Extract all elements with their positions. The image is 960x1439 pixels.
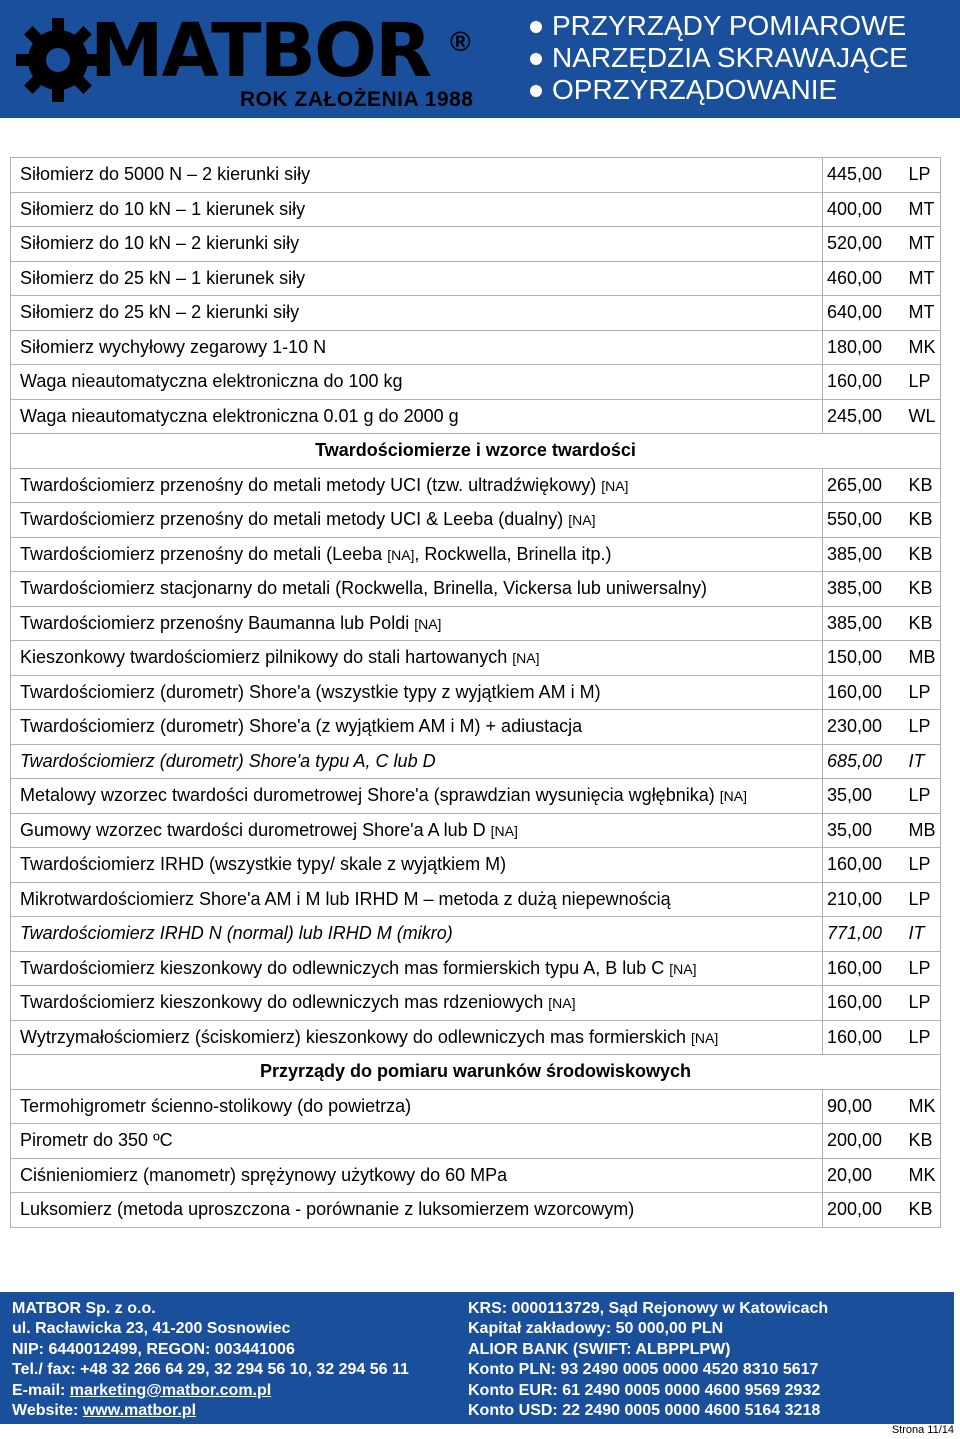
logo-wordmark: MATBOR <box>90 8 430 94</box>
item-name: Kieszonkowy twardościomierz pilnikowy do stali hartowanych <box>20 647 508 668</box>
item-lab-code: WL <box>907 399 941 434</box>
table-row <box>11 503 941 538</box>
na-marker: [NA] <box>512 650 540 667</box>
category-cutting-tools: NARZĘDZIA SKRAWAJĄCE <box>530 42 908 74</box>
item-price: 520,00 <box>823 227 907 262</box>
item-name: Twardościomierz (durometr) Shore'a (z wyjątkiem AM i M) + adiustacja <box>20 716 583 737</box>
item-name-cell <box>11 779 823 814</box>
table-row <box>11 951 941 986</box>
item-price: 245,00 <box>823 399 907 434</box>
item-name-cell <box>11 986 823 1021</box>
item-name-cell <box>11 261 823 296</box>
na-marker: [NA] <box>691 1029 719 1046</box>
table-row <box>11 158 941 193</box>
table-row <box>11 848 941 883</box>
item-lab-code: MK <box>907 1089 941 1124</box>
website-link[interactable]: www.matbor.pl <box>82 1402 197 1420</box>
item-lab-code: KB <box>907 1193 941 1228</box>
item-name-cell <box>11 192 823 227</box>
account-usd: Konto USD: 22 2490 0005 0000 4600 5164 3218 <box>468 1402 821 1420</box>
item-lab-code: MB <box>907 641 941 676</box>
item-name: Siłomierz do 5000 N – 2 kierunki siły <box>20 164 311 185</box>
item-lab-code: MT <box>907 261 941 296</box>
item-name-cell <box>11 296 823 331</box>
table-row <box>11 917 941 952</box>
table-row <box>11 744 941 779</box>
table-row <box>11 399 941 434</box>
item-name-cell <box>11 917 823 952</box>
item-name-cell <box>11 227 823 262</box>
page-footer <box>0 1292 954 1424</box>
table-row <box>11 468 941 503</box>
price-table <box>10 157 941 1228</box>
table-row <box>11 779 941 814</box>
item-name: Siłomierz do 10 kN – 1 kierunek siły <box>20 198 306 219</box>
table-row <box>11 1193 941 1228</box>
table-row <box>11 710 941 745</box>
item-name: Ciśnieniomierz (manometr) sprężynowy użytkowy do 60 MPa <box>20 1164 508 1185</box>
item-lab-code: LP <box>907 365 941 400</box>
item-name-cell <box>11 951 823 986</box>
item-name-cell <box>11 1124 823 1159</box>
item-price: 160,00 <box>823 675 907 710</box>
page-number: Strona 11/14 <box>891 1424 954 1436</box>
item-lab-code: MK <box>907 330 941 365</box>
item-lab-code: MB <box>907 813 941 848</box>
item-price: 400,00 <box>823 192 907 227</box>
item-price: 20,00 <box>823 1158 907 1193</box>
item-name: Twardościomierz przenośny do metali metody UCI (tzw. ultradźwiękowy) <box>20 474 597 495</box>
item-lab-code: KB <box>907 1124 941 1159</box>
item-price: 210,00 <box>823 882 907 917</box>
table-row <box>11 1158 941 1193</box>
item-name: Twardościomierz IRHD N (normal) lub IRHD M (mikro) <box>20 923 453 944</box>
item-name: Waga nieautomatyczna elektroniczna 0.01 g do 2000 g <box>20 405 459 426</box>
item-name-cell <box>11 572 823 607</box>
item-lab-code: IT <box>907 744 941 779</box>
item-lab-code: LP <box>907 158 941 193</box>
item-name-cell <box>11 641 823 676</box>
table-row <box>11 986 941 1021</box>
item-name: Twardościomierz przenośny Baumanna lub Poldi <box>20 612 410 633</box>
item-price: 160,00 <box>823 848 907 883</box>
category-measuring-instruments: PRZYRZĄDY POMIAROWE <box>530 10 908 42</box>
email-label: E-mail: <box>12 1381 70 1399</box>
item-name-cell <box>11 606 823 641</box>
registered-mark: ® <box>450 26 471 57</box>
category-tooling: OPRZYRZĄDOWANIE <box>530 74 908 106</box>
table-row <box>11 192 941 227</box>
item-name-cell <box>11 813 823 848</box>
item-name: Siłomierz wychyłowy zegarowy 1-10 N <box>20 336 327 357</box>
item-price: 385,00 <box>823 537 907 572</box>
item-price: 385,00 <box>823 572 907 607</box>
item-name: Twardościomierz kieszonkowy do odlewniczych mas rdzeniowych <box>20 992 544 1013</box>
na-marker: [NA] <box>601 477 629 494</box>
item-price: 640,00 <box>823 296 907 331</box>
footer-company-info <box>12 1299 409 1421</box>
item-lab-code: MK <box>907 1158 941 1193</box>
item-name-cell <box>11 1158 823 1193</box>
email-link[interactable]: marketing@matbor.com.pl <box>69 1381 272 1399</box>
item-price: 150,00 <box>823 641 907 676</box>
item-name-cell <box>11 503 823 538</box>
item-price: 460,00 <box>823 261 907 296</box>
item-lab-code: KB <box>907 503 941 538</box>
section-header-row <box>11 1055 941 1090</box>
item-lab-code: MT <box>907 296 941 331</box>
table-row <box>11 606 941 641</box>
company-nip: NIP: 6440012499, REGON: 003441006 <box>12 1340 295 1358</box>
item-price: 445,00 <box>823 158 907 193</box>
item-price: 160,00 <box>823 1020 907 1055</box>
bank-name: ALIOR BANK (SWIFT: ALBPPLPW) <box>468 1340 731 1358</box>
item-lab-code: LP <box>907 710 941 745</box>
item-price: 160,00 <box>823 986 907 1021</box>
item-lab-code: LP <box>907 675 941 710</box>
table-row <box>11 330 941 365</box>
company-email-line <box>12 1381 409 1401</box>
company-name: MATBOR Sp. z o.o. <box>12 1300 156 1317</box>
item-name: Twardościomierz stacjonarny do metali (Rockwella, Brinella, Vickersa lub uniwersalny) <box>20 578 707 599</box>
table-row <box>11 227 941 262</box>
company-capital: Kapitał zakładowy: 50 000,00 PLN <box>468 1320 724 1338</box>
item-name-cell <box>11 537 823 572</box>
na-marker: [NA] <box>548 995 576 1012</box>
item-name: Mikrotwardościomierz Shore'a AM i M lub IRHD M – metoda z dużą niepewnością <box>20 888 671 909</box>
account-pln: Konto PLN: 93 2490 0005 0000 4520 8310 5617 <box>468 1361 819 1379</box>
item-name-cell <box>11 365 823 400</box>
item-name-cell <box>11 882 823 917</box>
item-lab-code: KB <box>907 468 941 503</box>
item-name: Twardościomierz (durometr) Shore'a typu A, C lub D <box>20 750 436 771</box>
item-price: 35,00 <box>823 779 907 814</box>
matbor-logo <box>12 8 512 112</box>
table-row <box>11 1124 941 1159</box>
item-lab-code: MT <box>907 227 941 262</box>
item-name-cell <box>11 399 823 434</box>
item-price: 230,00 <box>823 710 907 745</box>
table-row <box>11 296 941 331</box>
table-row <box>11 813 941 848</box>
item-name-cell <box>11 710 823 745</box>
table-row <box>11 641 941 676</box>
section-title: Twardościomierze i wzorce twardości <box>11 434 941 469</box>
item-lab-code: LP <box>907 779 941 814</box>
item-name-cell <box>11 468 823 503</box>
price-table-body <box>11 158 941 1228</box>
item-name-cell <box>11 675 823 710</box>
category-list <box>530 10 908 106</box>
item-lab-code: LP <box>907 882 941 917</box>
section-title: Przyrządy do pomiaru warunków środowiskowych <box>11 1055 941 1090</box>
item-price: 200,00 <box>823 1124 907 1159</box>
item-lab-code: KB <box>907 537 941 572</box>
na-marker: [NA] <box>490 822 518 839</box>
item-price: 685,00 <box>823 744 907 779</box>
item-name-continuation: , Rockwella, Brinella itp.) <box>414 543 612 564</box>
company-website-line <box>12 1401 409 1421</box>
na-marker: [NA] <box>414 615 442 632</box>
item-price: 160,00 <box>823 951 907 986</box>
company-krs: KRS: 0000113729, Sąd Rejonowy w Katowicach <box>468 1300 829 1317</box>
table-row <box>11 675 941 710</box>
item-name: Twardościomierz IRHD (wszystkie typy/ skale z wyjątkiem M) <box>20 854 507 875</box>
item-price: 265,00 <box>823 468 907 503</box>
account-eur: Konto EUR: 61 2490 0005 0000 4600 9569 2932 <box>468 1381 821 1399</box>
item-name: Twardościomierz przenośny do metali (Leeba <box>20 543 383 564</box>
table-row <box>11 261 941 296</box>
company-phone: Tel./ fax: +48 32 266 64 29, 32 294 56 10, 32 294 56 11 <box>12 1361 409 1379</box>
item-lab-code: IT <box>907 917 941 952</box>
item-name: Metalowy wzorzec twardości durometrowej Shore'a (sprawdzian wysunięcia wgłębnika) <box>20 785 715 806</box>
logo-founded-year: ROK ZAŁOŻENIA 1988 <box>240 88 474 111</box>
table-row <box>11 365 941 400</box>
item-price: 90,00 <box>823 1089 907 1124</box>
item-name-cell <box>11 1020 823 1055</box>
page-header <box>0 0 960 118</box>
item-name-cell <box>11 1089 823 1124</box>
item-name: Gumowy wzorzec twardości durometrowej Shore'a A lub D <box>20 819 486 840</box>
item-price: 180,00 <box>823 330 907 365</box>
item-name: Termohigrometr ścienno-stolikowy (do powietrza) <box>20 1095 412 1116</box>
item-lab-code: LP <box>907 951 941 986</box>
item-lab-code: KB <box>907 606 941 641</box>
item-name: Siłomierz do 25 kN – 2 kierunki siły <box>20 302 300 323</box>
item-name: Siłomierz do 25 kN – 1 kierunek siły <box>20 267 306 288</box>
item-lab-code: LP <box>907 848 941 883</box>
item-lab-code: LP <box>907 986 941 1021</box>
item-name-cell <box>11 848 823 883</box>
item-lab-code: LP <box>907 1020 941 1055</box>
item-price: 160,00 <box>823 365 907 400</box>
item-lab-code: MT <box>907 192 941 227</box>
item-name: Pirometr do 350 ºC <box>20 1130 173 1151</box>
table-row <box>11 1020 941 1055</box>
na-marker: [NA] <box>387 546 415 563</box>
item-name: Twardościomierz (durometr) Shore'a (wszystkie typy z wyjątkiem AM i M) <box>20 681 601 702</box>
company-address: ul. Racławicka 23, 41-200 Sosnowiec <box>12 1320 291 1338</box>
na-marker: [NA] <box>669 960 697 977</box>
item-name-cell <box>11 330 823 365</box>
item-name-cell <box>11 1193 823 1228</box>
item-name-cell <box>11 744 823 779</box>
table-row <box>11 1089 941 1124</box>
item-name: Waga nieautomatyczna elektroniczna do 100 kg <box>20 371 403 392</box>
table-row <box>11 572 941 607</box>
item-name: Wytrzymałościomierz (ściskomierz) kieszonkowy do odlewniczych mas formierskich <box>20 1026 686 1047</box>
website-label: Website: <box>12 1402 83 1420</box>
item-price: 200,00 <box>823 1193 907 1228</box>
na-marker: [NA] <box>719 788 747 805</box>
item-price: 385,00 <box>823 606 907 641</box>
item-name: Luksomierz (metoda uproszczona - porównanie z luksomierzem wzorcowym) <box>20 1199 635 1220</box>
item-name: Siłomierz do 10 kN – 2 kierunki siły <box>20 233 300 254</box>
item-name-cell <box>11 158 823 193</box>
na-marker: [NA] <box>568 512 596 529</box>
item-name: Twardościomierz przenośny do metali metody UCI & Leeba (dualny) <box>20 509 564 530</box>
item-name: Twardościomierz kieszonkowy do odlewniczych mas formierskich typu A, B lub C <box>20 957 665 978</box>
item-lab-code: KB <box>907 572 941 607</box>
section-header-row <box>11 434 941 469</box>
table-row <box>11 537 941 572</box>
item-price: 35,00 <box>823 813 907 848</box>
footer-bank-info <box>468 1299 828 1421</box>
item-price: 771,00 <box>823 917 907 952</box>
item-price: 550,00 <box>823 503 907 538</box>
table-row <box>11 882 941 917</box>
